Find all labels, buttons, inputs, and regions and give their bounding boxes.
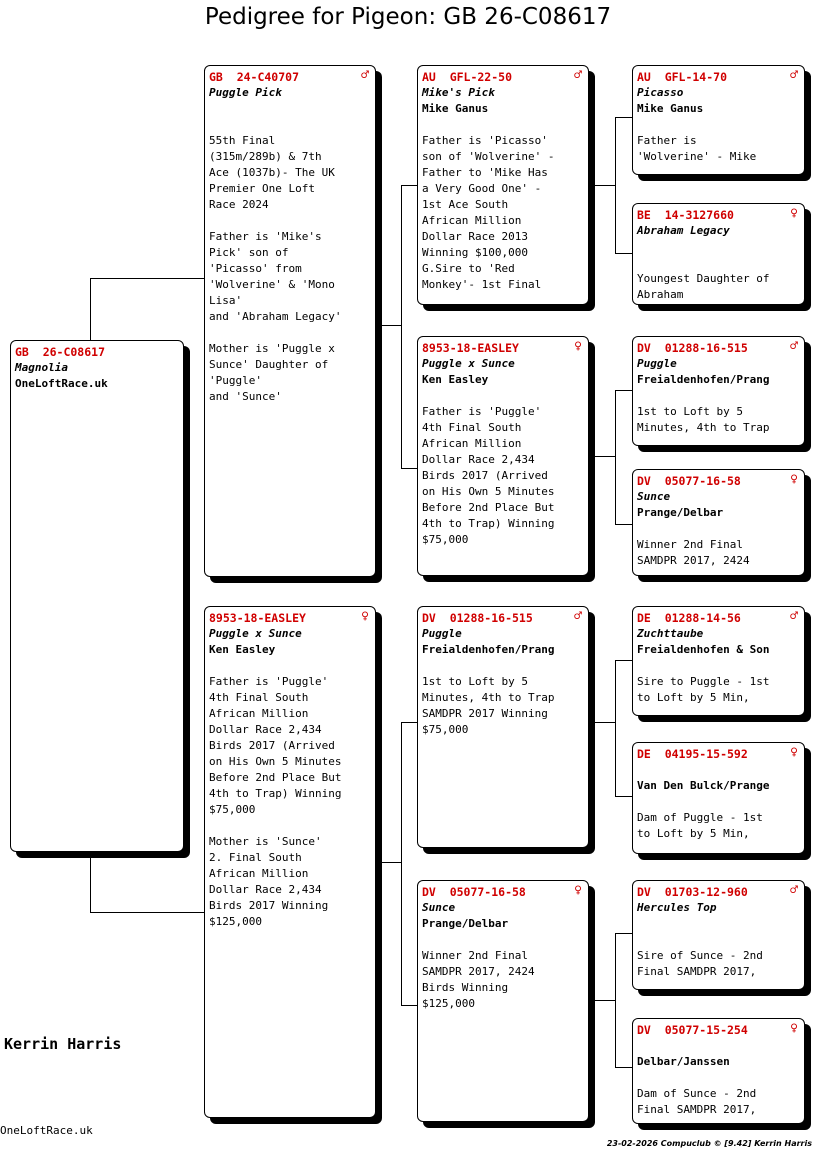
ring-number: DV 05077-15-254 <box>637 1023 748 1037</box>
male-icon: ♂ <box>790 339 798 354</box>
pedigree-card-subject[interactable] <box>10 340 184 852</box>
connector <box>615 660 632 661</box>
bird-name: Puggle <box>637 357 677 370</box>
ring-number: DV 05077-16-58 <box>422 885 526 899</box>
pedigree-card-dam-sire[interactable] <box>417 606 589 848</box>
bird-notes: 1st to Loft by 5 Minutes, 4th to Trap SAMDPR 2017 Winning $75,000 <box>422 675 555 736</box>
ring-number: DE 04195-15-592 <box>637 747 748 761</box>
connector <box>615 933 632 934</box>
bird-notes: Sire of Sunce - 2nd Final SAMDPR 2017, <box>637 949 763 978</box>
female-icon: ♀ <box>790 1021 798 1036</box>
connector <box>615 524 632 525</box>
bird-owner <box>637 916 800 932</box>
bird-name: Hercules Top <box>637 901 717 914</box>
footer-website: OneLoftRace.uk <box>0 1124 93 1137</box>
pedigree-card-sire-dam[interactable] <box>417 336 589 576</box>
ring-number: DV 05077-16-58 <box>637 474 741 488</box>
ring-number: DV 01288-16-515 <box>637 341 748 355</box>
bird-name: Zuchttaube <box>637 627 704 640</box>
bird-owner: Mike Ganus <box>637 102 704 115</box>
connector <box>376 862 401 863</box>
bird-owner: Prange/Delbar <box>422 917 509 930</box>
male-icon: ♂ <box>574 609 582 624</box>
pedigree-card-sdd[interactable] <box>632 469 805 576</box>
bird-name: Magnolia <box>15 361 68 374</box>
connector <box>401 185 402 468</box>
male-icon: ♂ <box>790 883 798 898</box>
connector <box>401 1005 417 1006</box>
connector <box>615 117 632 118</box>
male-icon: ♂ <box>790 609 798 624</box>
breeder-name: Kerrin Harris <box>4 1035 122 1053</box>
bird-name: Picasso <box>637 86 684 99</box>
bird-name: Puggle x Sunce <box>422 357 515 370</box>
bird-name: Puggle Pick <box>209 86 282 99</box>
bird-notes: 1st to Loft by 5 Minutes, 4th to Trap <box>637 405 770 434</box>
pedigree-card-ssd[interactable] <box>632 203 805 305</box>
connector <box>615 117 616 253</box>
bird-owner <box>637 239 800 255</box>
connector <box>90 278 204 279</box>
ring-number: DE 01288-14-56 <box>637 611 741 625</box>
male-icon: ♂ <box>361 68 369 83</box>
bird-owner: Freialdenhofen & Son <box>637 643 770 656</box>
bird-owner: Mike Ganus <box>422 102 489 115</box>
bird-notes: 55th Final (315m/289b) & 7th Ace (1037b)- The UK Premier One Loft Race 2024 Father is 'Mike's Pick' son of 'Picasso' from 'Wolverine' & 'Mono Lisa' and 'Abraham Legacy' Mother is 'Puggle x Sunce' Daughter of 'Puggle' and 'Sunce' <box>209 134 342 403</box>
connector <box>615 390 632 391</box>
bird-owner: Delbar/Janssen <box>637 1055 730 1068</box>
connector <box>615 1067 632 1068</box>
male-icon: ♂ <box>574 68 582 83</box>
bird-name: Puggle x Sunce <box>209 627 302 640</box>
female-icon: ♀ <box>790 206 798 221</box>
bird-owner: Ken Easley <box>422 373 489 386</box>
bird-notes: Father is 'Puggle' 4th Final South African Million Dollar Race 2,434 Birds 2017 (Arrived on His Own 5 Minutes Before 2nd Place But 4th to Trap) Winning $75,000 <box>422 405 555 546</box>
pedigree-card-dds[interactable] <box>632 880 805 990</box>
bird-owner: Ken Easley <box>209 643 276 656</box>
ring-number: DV 01703-12-960 <box>637 885 748 899</box>
ring-number: BE 14-3127660 <box>637 208 734 222</box>
bird-name: Mike's Pick <box>422 86 495 99</box>
pedigree-card-ddd[interactable] <box>632 1018 805 1124</box>
male-icon: ♂ <box>790 68 798 83</box>
connector <box>401 468 417 469</box>
connector <box>90 852 91 912</box>
bird-owner <box>209 101 371 117</box>
pedigree-card-dss[interactable] <box>632 606 805 716</box>
connector <box>401 722 402 1005</box>
ring-number: 8953-18-EASLEY <box>209 611 306 625</box>
connector <box>401 185 417 186</box>
female-icon: ♀ <box>790 745 798 760</box>
connector <box>615 390 616 524</box>
bird-owner: Freialdenhofen/Prang <box>637 373 770 386</box>
ring-number: 8953-18-EASLEY <box>422 341 519 355</box>
ring-number: AU GFL-14-70 <box>637 70 728 84</box>
bird-name <box>637 762 800 778</box>
female-icon: ♀ <box>574 339 582 354</box>
connector <box>615 933 616 1067</box>
pedigree-card-dam-dam[interactable] <box>417 880 589 1122</box>
bird-notes: Sire to Puggle - 1st to Loft by 5 Min, <box>637 675 770 704</box>
pedigree-card-sire-sire[interactable] <box>417 65 589 305</box>
bird-owner: OneLoftRace.uk <box>15 377 108 390</box>
connector <box>90 278 91 340</box>
bird-name: Abraham Legacy <box>637 224 730 237</box>
bird-notes: Father is 'Wolverine' - Mike <box>637 134 757 163</box>
page-title: Pedigree for Pigeon: GB 26-C08617 <box>204 4 612 30</box>
connector <box>615 253 632 254</box>
bird-owner: Prange/Delbar <box>637 506 724 519</box>
pedigree-card-sds[interactable] <box>632 336 805 446</box>
female-icon: ♀ <box>361 609 369 624</box>
connector <box>589 185 615 186</box>
bird-notes: Winner 2nd Final SAMDPR 2017, 2424 <box>637 538 750 567</box>
bird-owner: Freialdenhofen/Prang <box>422 643 555 656</box>
bird-notes: Father is 'Picasso' son of 'Wolverine' - Father to 'Mike Has a Very Good One' - 1st Ace South African Million Dollar Race 2013 Winning $100,000 G.Sire to 'Red Monkey'- 1st Final <box>422 134 555 291</box>
bird-notes: Youngest Daughter of Abraham <box>637 272 770 301</box>
bird-notes: Dam of Sunce - 2nd Final SAMDPR 2017, <box>637 1087 757 1116</box>
connector <box>376 325 401 326</box>
bird-owner: Van Den Bulck/Prange <box>637 779 770 792</box>
connector <box>589 722 615 723</box>
connector <box>589 1000 615 1001</box>
connector <box>589 456 615 457</box>
ring-number: DV 01288-16-515 <box>422 611 533 625</box>
bird-notes: Dam of Puggle - 1st to Loft by 5 Min, <box>637 811 763 840</box>
connector <box>615 660 616 796</box>
footer-credits: 23-02-2026 Compuclub © [9.42] Kerrin Harris <box>606 1139 812 1148</box>
pedigree-card-dsd[interactable] <box>632 742 805 854</box>
bird-notes: Father is 'Puggle' 4th Final South African Million Dollar Race 2,434 Birds 2017 (Arrived on His Own 5 Minutes Before 2nd Place But 4th to Trap) Winning $75,000 Mother is 'Sunce' 2. Final South African Million Dollar Race 2,434 Birds 2017 Winning $125,000 <box>209 675 342 928</box>
bird-name <box>637 1038 800 1054</box>
pedigree-card-dam[interactable] <box>204 606 376 1118</box>
bird-name: Sunce <box>637 490 671 503</box>
connector <box>90 912 204 913</box>
connector <box>401 722 417 723</box>
pedigree-card-sss[interactable] <box>632 65 805 175</box>
connector <box>615 796 632 797</box>
female-icon: ♀ <box>790 472 798 487</box>
bird-name: Puggle <box>422 627 462 640</box>
ring-number: AU GFL-22-50 <box>422 70 513 84</box>
ring-number: GB 24-C40707 <box>209 70 300 84</box>
pedigree-card-sire[interactable] <box>204 65 376 577</box>
bird-notes: Winner 2nd Final SAMDPR 2017, 2424 Birds Winning $125,000 <box>422 949 535 1010</box>
female-icon: ♀ <box>574 883 582 898</box>
bird-name: Sunce <box>422 901 456 914</box>
ring-number: GB 26-C08617 <box>15 345 106 359</box>
